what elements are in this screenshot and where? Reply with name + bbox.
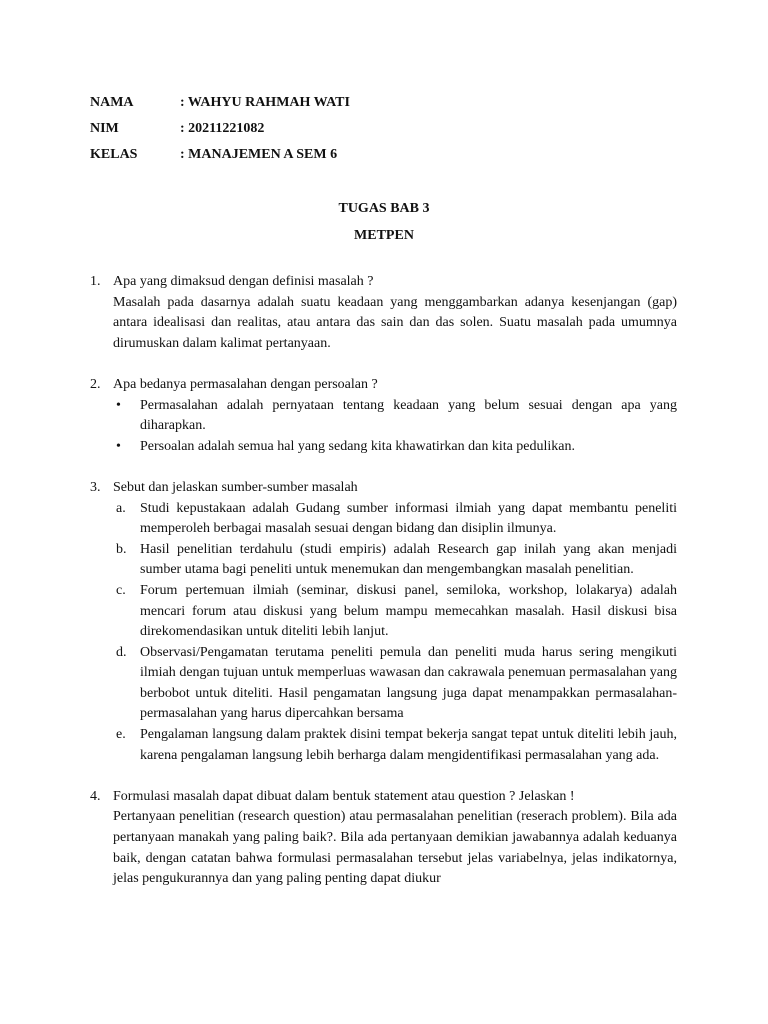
bullet-text: Persoalan adalah semua hal yang sedang kita khawatirkan dan kita pedulikan. bbox=[140, 438, 576, 454]
item-letter: b. bbox=[116, 541, 127, 557]
nim-row bbox=[90, 118, 350, 144]
class-value: : MANAJEMEN A SEM 6 bbox=[180, 147, 338, 162]
identity-block bbox=[90, 92, 350, 170]
item-text: Studi kepustakaan adalah Gudang sumber informasi ilmiah yang dapat membantu peneliti memperoleh berbagai masalah sesuai dengan bidang dan disiplin ilmunya. bbox=[140, 500, 677, 537]
nim-value: : 20211221082 bbox=[180, 121, 265, 136]
question-list bbox=[90, 272, 677, 890]
answer-text: Pertanyaan penelitian (research question) atau permasalahan penelitian (reserach problem). Bila ada pertanyaan manakah yang paling baik?. Bila ada pertanyaan demikian jawabannya adalah keduanya baik, dengan catatan bahwa formulasi permasalahan tersebut jelas variabelnya, jelas indikatornya, jelas pengukurannya dan yang paling penting dapat diukur bbox=[113, 809, 677, 887]
question-text: Apa yang dimaksud dengan definisi masalah ? bbox=[113, 274, 374, 289]
course-title: METPEN bbox=[354, 228, 414, 243]
list-item bbox=[113, 540, 677, 581]
lettered-list bbox=[113, 499, 677, 767]
bullet-text: Permasalahan adalah pernyataan tentang keadaan yang belum sesuai dengan apa yang diharapkan. bbox=[140, 397, 677, 434]
question-item-2 bbox=[90, 375, 677, 457]
bullet-list bbox=[113, 396, 677, 458]
class-row bbox=[90, 144, 350, 170]
question-number: 2. bbox=[90, 376, 101, 392]
bullet-item bbox=[113, 437, 677, 458]
list-item bbox=[113, 499, 677, 540]
list-item bbox=[113, 643, 677, 725]
item-text: Pengalaman langsung dalam praktek disini tempat bekerja sangat tepat untuk diteliti lebih jauh, karena pengalaman langsung lebih berharga dalam mengidentifikasi permasalahan yang ada. bbox=[140, 727, 677, 763]
question-text: Sebut dan jelaskan sumber-sumber masalah bbox=[113, 479, 358, 495]
item-text: Hasil penelitian terdahulu (studi empiris) adalah Research gap inilah yang akan menjadi sumber utama bagi peneliti untuk menemukan dan mengembangkan masalah penelitian. bbox=[140, 541, 677, 578]
name-value: : WAHYU RAHMAH WATI bbox=[180, 95, 350, 110]
question-number: 1. bbox=[90, 274, 101, 289]
question-number: 4. bbox=[90, 788, 101, 804]
item-letter: a. bbox=[116, 500, 126, 516]
list-item bbox=[113, 725, 677, 766]
question-text: Formulasi masalah dapat dibuat dalam bentuk statement atau question ? Jelaskan ! bbox=[113, 788, 575, 804]
class-label: KELAS bbox=[90, 147, 138, 162]
question-number: 3. bbox=[90, 479, 101, 495]
question-text: Apa bedanya permasalahan dengan persoalan ? bbox=[113, 376, 378, 392]
bullet-icon: • bbox=[116, 438, 121, 454]
question-item-4 bbox=[90, 787, 677, 890]
question-item-3 bbox=[90, 478, 677, 766]
assignment-title: TUGAS BAB 3 bbox=[338, 201, 430, 216]
item-letter: e. bbox=[116, 727, 126, 743]
bullet-item bbox=[113, 396, 677, 437]
answer-text: Masalah pada dasarnya adalah suatu keadaan yang menggambarkan adanya kesenjangan (gap) antara idealisasi dan realitas, atau antara das sain dan das solen. Suatu masalah pada umumnya dirumuskan dalam kalimat pertanyaan. bbox=[113, 294, 677, 351]
name-label: NAMA bbox=[90, 95, 134, 110]
item-letter: d. bbox=[116, 644, 127, 660]
item-letter: c. bbox=[116, 582, 126, 598]
nim-label: NIM bbox=[90, 121, 119, 136]
bullet-icon: • bbox=[116, 397, 121, 413]
item-text: Forum pertemuan ilmiah (seminar, diskusi panel, semiloka, workshop, lolakarya) adalah mencari forum atau diskusi yang belum mampu memecahkan masalah. Hasil diskusi bisa direkomendasikan untuk diteliti lebih lanjut. bbox=[140, 582, 677, 640]
question-item-1 bbox=[90, 272, 677, 354]
name-row bbox=[90, 92, 350, 118]
list-item bbox=[113, 581, 677, 643]
item-text: Observasi/Pengamatan terutama peneliti pemula dan peneliti muda harus sering mengikuti ilmiah dengan tujuan untuk memperluas wawasan dan cakrawala penemuan permasalahan yang berbobot untuk diteliti. Hasil pengamatan langsung juga dapat menampakkan permasalahan-permasalahan yang harus dipercahkan bersama bbox=[140, 644, 677, 722]
